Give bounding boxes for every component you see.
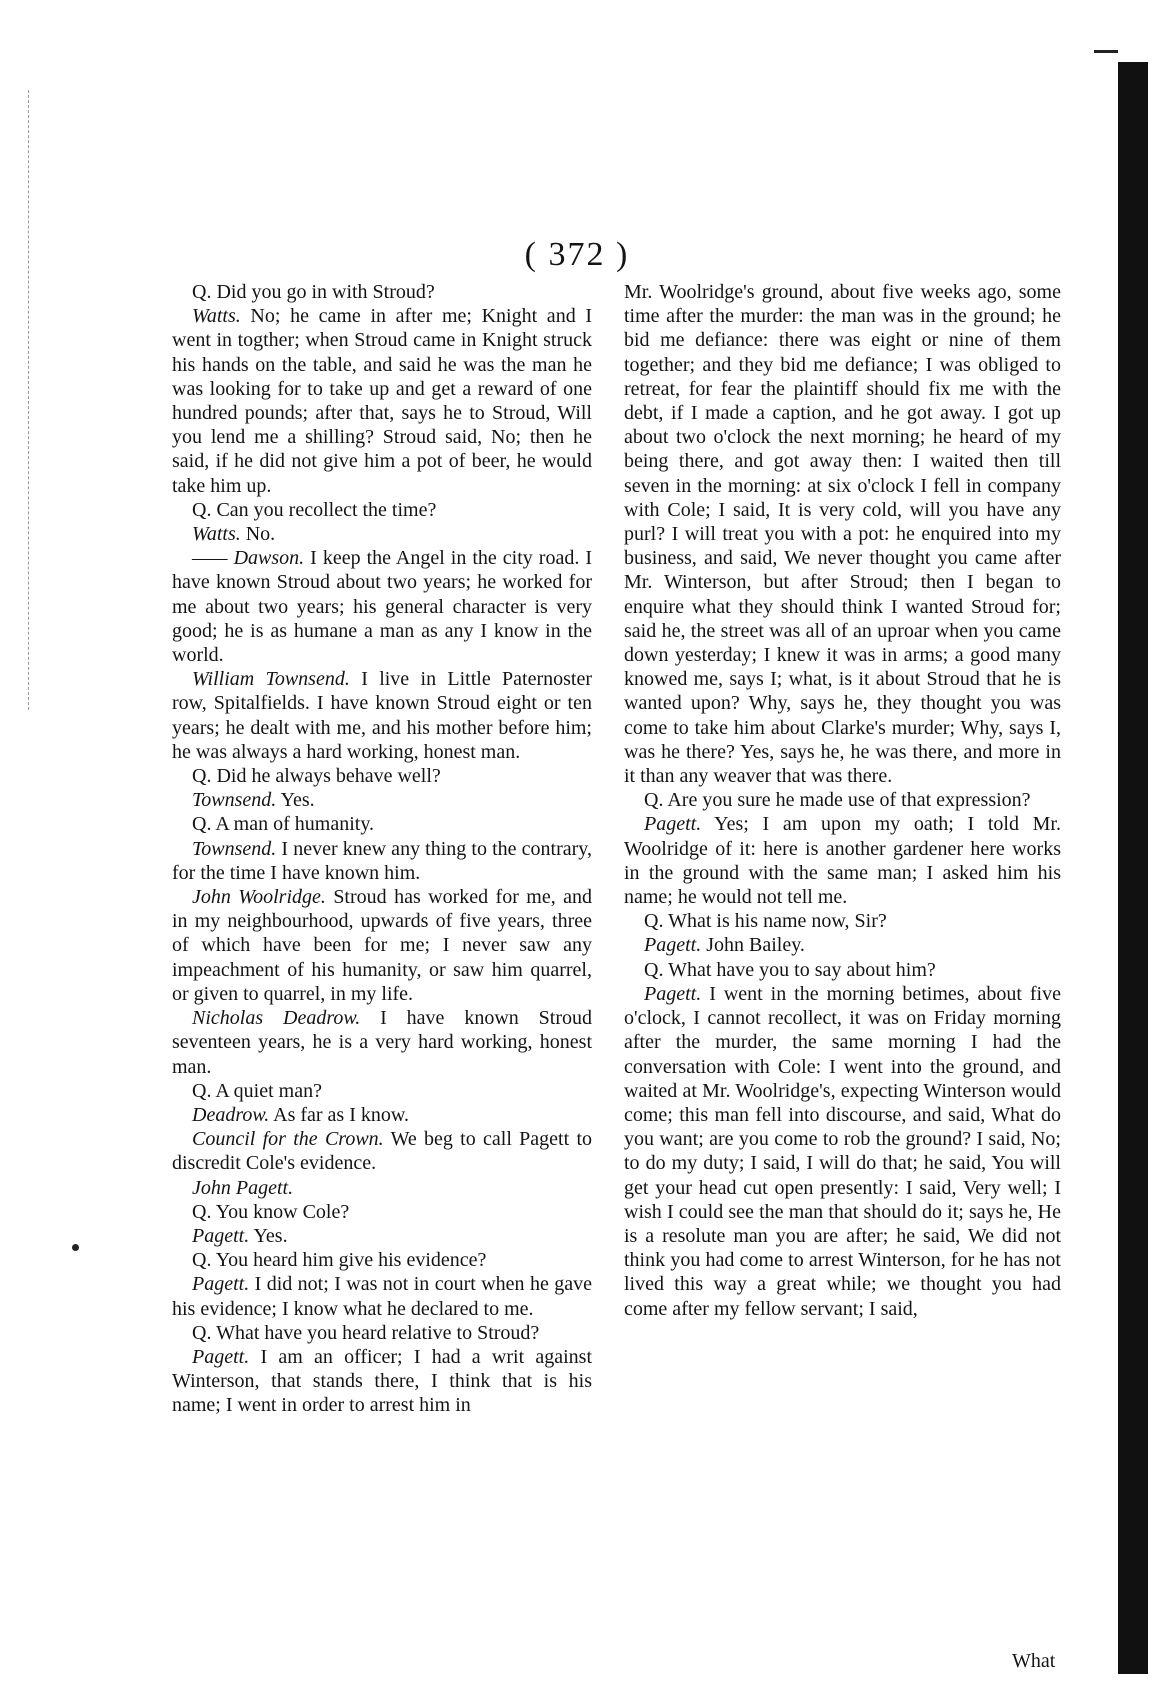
paragraph bbox=[172, 885, 592, 1006]
paragraph-text: Q. What have you heard relative to Stroud? bbox=[192, 1321, 540, 1344]
paragraph-text: No; he came in after me; Knight and I went in togther; when Stroud came in Knight struck his hands on the table, and said he was the man he was looking for to take up and get a reward of one hundred pounds; after that, says he to Stroud, Will you lend me a shilling? Stroud said, No; then he said, if he did not give him a pot of beer, he would take him up. bbox=[172, 305, 593, 497]
paragraph-text: Q. You know Cole? bbox=[192, 1200, 350, 1223]
speaker-name: Pagett. bbox=[644, 813, 702, 836]
paragraph-text: I never knew any thing to the contrary, for the time I have known him. bbox=[172, 837, 592, 884]
paragraph-text: I keep the Angel in the city road. I have known Stroud about two years; he worked for me about two years; his general character is very good; he is as humane a man as any I know in the world. bbox=[172, 547, 592, 667]
ink-spot bbox=[72, 1244, 79, 1251]
paragraph-text: I am an officer; I had a writ against Winterson, that stands there, I think that is his name; I went in order to arrest him in bbox=[172, 1345, 592, 1417]
speaker-name: Watts. bbox=[192, 305, 241, 328]
paragraph bbox=[172, 304, 592, 498]
speaker-name: Council for the Crown. bbox=[192, 1128, 384, 1151]
paragraph-text: Q. Are you sure he made use of that expression? bbox=[644, 789, 1031, 812]
speaker-name: Townsend. bbox=[192, 837, 277, 860]
paragraph-text: I did not; I was not in court when he gave his evidence; I know what he declared to me. bbox=[172, 1273, 592, 1320]
paragraph bbox=[624, 958, 1061, 982]
paragraph-text: Yes. bbox=[253, 1224, 288, 1247]
paragraph bbox=[172, 280, 592, 304]
paragraph bbox=[172, 1079, 592, 1103]
paragraph bbox=[172, 837, 592, 885]
right-column bbox=[624, 280, 1061, 1321]
speaker-name: Pagett. bbox=[644, 934, 702, 957]
paragraph-text: As far as I know. bbox=[273, 1103, 410, 1126]
paragraph-text: Q. A quiet man? bbox=[192, 1079, 322, 1102]
catchword: What bbox=[1012, 1650, 1056, 1672]
edge-tick-mark bbox=[1094, 50, 1118, 53]
paragraph bbox=[172, 812, 592, 836]
paragraph-text: Yes; I am upon my oath; I told Mr. Woolridge of it: here is another gardener here works in the ground with the same man; I asked him his name; he would not tell me. bbox=[624, 813, 1061, 909]
paragraph-text: I went in the morning betimes, about five o'clock, I cannot recollect, it was on Friday morning after the murder, the same morning I had the conversation with Cole: I went into the ground, and waited at Mr. Woolridge's, expecting Winterson would come; this man fell into discourse, and said, What do you want; are you come to rob the ground? I said, No; to do my duty; I said, I will do that; he said, You will get your head cut open presently: I said, Very well; I wish I could see the man that should do it; says he, He is a resolute man you are after; he said, We did not think you had come to arrest Winterson, for he has not lived this way a great while; we thought you had come after my fellow servant; I said, bbox=[624, 982, 1061, 1320]
paragraph bbox=[624, 788, 1061, 812]
speaker-name: Nicholas Deadrow. bbox=[192, 1007, 361, 1030]
page-edge-shadow bbox=[1118, 62, 1148, 1674]
speaker-name: Pagett. bbox=[192, 1273, 250, 1296]
paragraph-text: I live in Little Paternoster row, Spitalfields. I have known Stroud eight or ten years; he dealt with me, and his mother before him; he was always a hard working, honest man. bbox=[172, 668, 593, 763]
paragraph bbox=[624, 982, 1061, 1321]
paragraph-text: Q. You heard him give his evidence? bbox=[192, 1249, 487, 1272]
paragraph bbox=[624, 812, 1061, 909]
paragraph bbox=[172, 764, 592, 788]
paragraph-text: Q. A man of humanity. bbox=[192, 813, 375, 836]
left-column bbox=[172, 280, 592, 1418]
paragraph bbox=[172, 1176, 592, 1200]
speaker-name: John Pagett. bbox=[192, 1176, 294, 1199]
speaker-name: William Townsend. bbox=[192, 668, 350, 691]
speaker-name: Pagett. bbox=[644, 982, 702, 1005]
speaker-name: —— Dawson. bbox=[192, 547, 305, 570]
paragraph bbox=[172, 1248, 592, 1272]
speaker-name: Pagett. bbox=[192, 1345, 250, 1368]
paragraph bbox=[624, 933, 1061, 957]
paragraph-text: We beg to call Pagett to discredit Cole's evidence. bbox=[172, 1128, 592, 1175]
paragraph bbox=[172, 1127, 592, 1175]
paragraph bbox=[172, 788, 592, 812]
paragraph bbox=[172, 1103, 592, 1127]
binding-gutter-marks bbox=[28, 90, 37, 710]
paragraph bbox=[172, 546, 592, 667]
paragraph-text: I have known Stroud seventeen years, he is a very hard working, honest man. bbox=[172, 1007, 592, 1078]
paragraph bbox=[172, 498, 592, 522]
speaker-name: Pagett. bbox=[192, 1224, 250, 1247]
speaker-name: Watts. bbox=[192, 523, 241, 546]
paragraph-text: Q. Did you go in with Stroud? bbox=[192, 281, 435, 303]
paragraph bbox=[624, 909, 1061, 933]
paragraph-text: Q. What have you to say about him? bbox=[644, 958, 936, 981]
speaker-name: Deadrow. bbox=[192, 1103, 270, 1126]
paragraph bbox=[172, 1200, 592, 1224]
paragraph-text: John Bailey. bbox=[706, 934, 805, 957]
paragraph bbox=[172, 1224, 592, 1248]
paragraph bbox=[172, 1272, 592, 1320]
paragraph bbox=[172, 1321, 592, 1345]
paragraph-text: Mr. Woolridge's ground, about five weeks ago, some time after the murder: the man was in the ground; he bid me defiance: there was eight or nine of them together; and they bid me defiance; I was obliged to retreat, for fear the plaintiff should fix me with the debt, if I made a caption, and he got away. I got up about two o'clock the next morning; he heard of my being there, and got away then: I waited then till seven in the morning: at six o'clock I fell in company with Cole; I said, It is very cold, will you have any purl? I will treat you with a pot: he enquired into my business, and said, We never thought you came after Mr. Winterson, but after Stroud; then I began to enquire what they should think I wanted Stroud for; said he, the street was all of an uproar when you came down yesterday; I knew it was in arms; a good many knowed me, says I; what, is it about Stroud that he is wanted upon? Why, says he, they thought you was come to take him about Clarke's murder; Why, says I, was he there? Yes, says he, he was there, and more in it than any weaver that was there. bbox=[624, 281, 1061, 788]
speaker-name: John Woolridge. bbox=[192, 886, 326, 909]
paragraph-text: Yes. bbox=[280, 789, 315, 812]
speaker-name: Townsend. bbox=[192, 789, 277, 812]
paragraph-text: Q. What is his name now, Sir? bbox=[644, 910, 887, 933]
paragraph bbox=[172, 1345, 592, 1418]
paragraph-text: Stroud has worked for me, and in my neighbourhood, upwards of five years, three of which have been for me; I never saw any impeachment of his humanity, or saw him quarrel, or given to quarrel, in my life. bbox=[172, 886, 592, 1005]
paragraph-text: Q. Can you recollect the time? bbox=[192, 498, 437, 521]
paragraph-text: No. bbox=[245, 523, 276, 546]
paragraph bbox=[624, 280, 1061, 788]
page-number: ( 372 ) bbox=[524, 236, 630, 273]
paragraph bbox=[172, 522, 592, 546]
paragraph-text: Q. Did he always behave well? bbox=[192, 765, 441, 788]
paragraph bbox=[172, 1006, 592, 1079]
paragraph bbox=[172, 667, 592, 764]
